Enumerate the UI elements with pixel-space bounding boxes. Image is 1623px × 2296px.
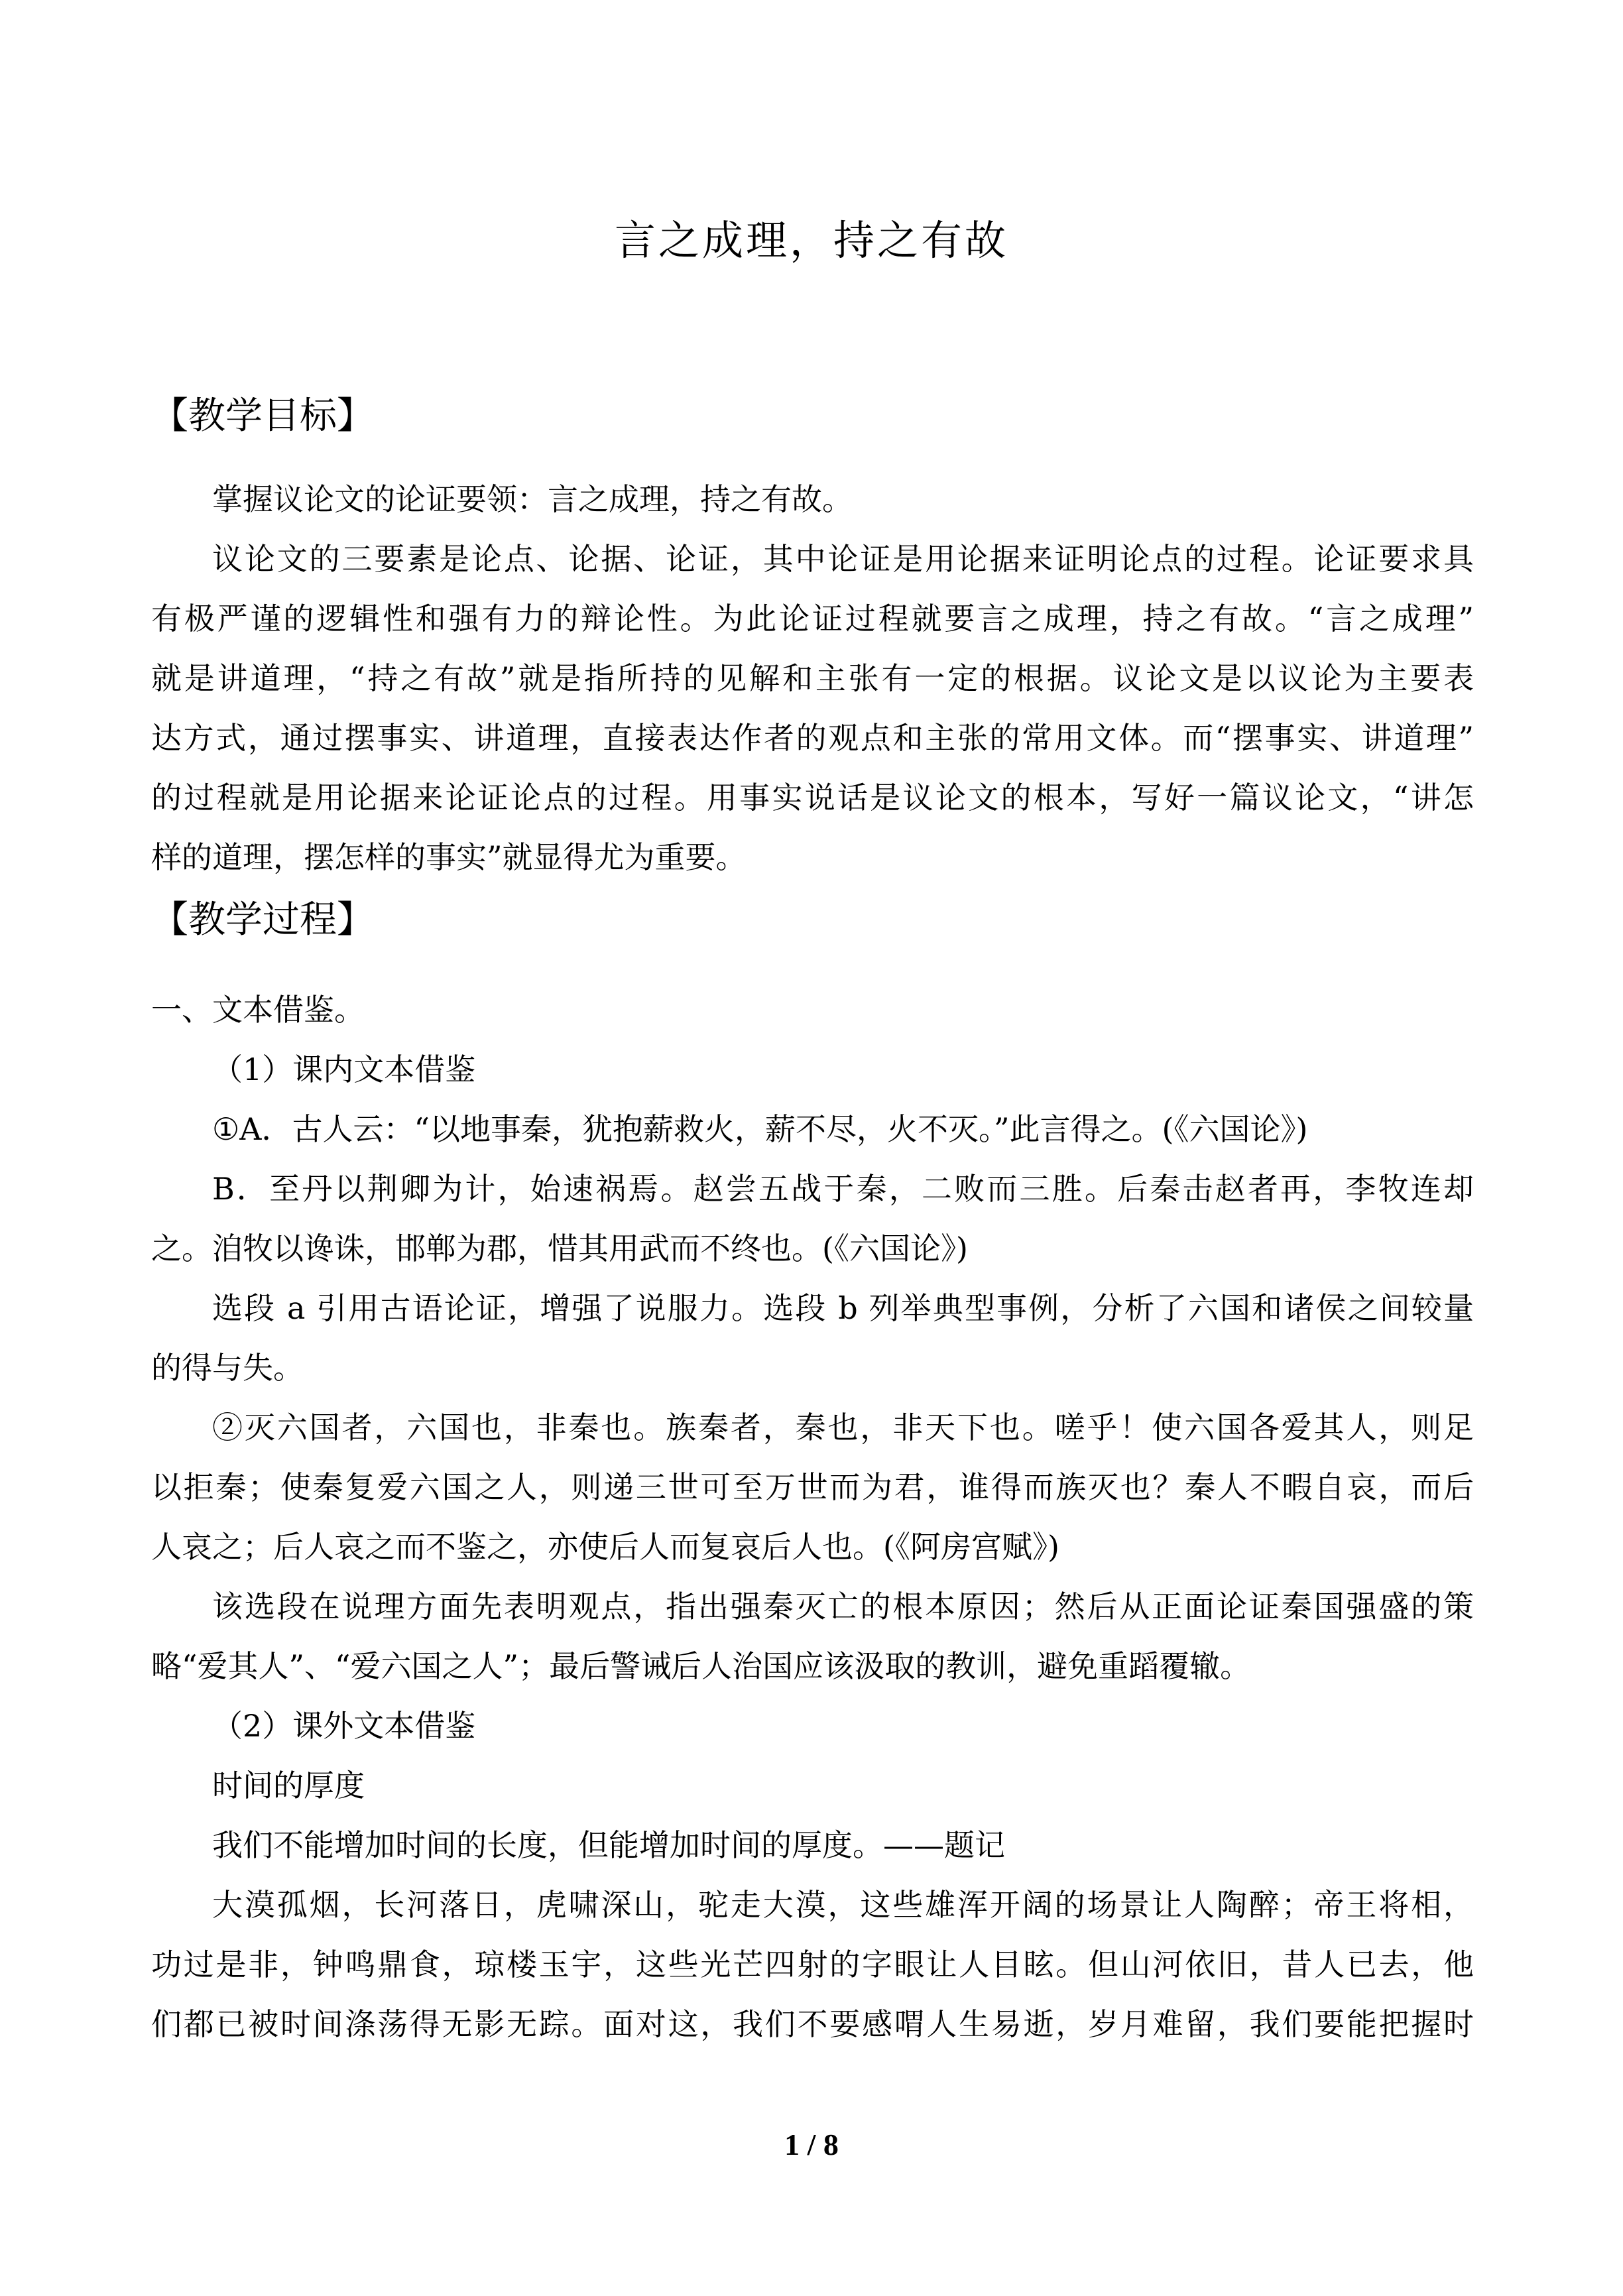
item1b-line: 之。洎牧以谗诛，邯郸为郡，惜其用武而不终也。(《六国论》): [151, 1231, 968, 1266]
process-heading: 【教学过程】: [151, 898, 374, 941]
objectives-paragraph-line: 样的道理，摆怎样的事实”就显得尤为重要。: [151, 839, 747, 875]
comment1-line: 的得与失。: [151, 1350, 304, 1386]
essay-paragraph-line: 大漠孤烟，长河落日，虎啸深山，驼走大漠，这些雄浑开阔的场景让人陶醉；帝王将相，: [212, 1887, 1474, 1923]
essay-paragraph-line: 们都已被时间涤荡得无影无踪。面对这，我们不要感喟人生易逝，岁月难留，我们要能把握时: [151, 2006, 1474, 2042]
essay-title: 时间的厚度: [212, 1768, 365, 1803]
objectives-intro: 掌握议论文的论证要领：言之成理，持之有故。: [212, 481, 853, 517]
item2-line: 以拒秦；使秦复爱六国之人，则递三世可至万世而为君，谁得而族灭也？秦人不暇自哀，而后: [151, 1469, 1474, 1505]
item1b-line: B．至丹以荆卿为计，始速祸焉。赵尝五战于秦，二败而三胜。后秦击赵者再，李牧连却: [212, 1171, 1474, 1207]
objectives-heading: 【教学目标】: [151, 394, 374, 438]
page-number: 1 / 8: [784, 2128, 839, 2161]
objectives-paragraph-line: 的过程就是用论据来论证论点的过程。用事实说话是议论文的根本，写好一篇议论文，“讲怎: [151, 780, 1474, 816]
objectives-paragraph-line: 有极严谨的逻辑性和强有力的辩论性。为此论证过程就要言之成理，持之有故。“言之成理”: [151, 601, 1474, 636]
comment2-line: 该选段在说理方面先表明观点，指出强秦灭亡的根本原因；然后从正面论证秦国强盛的策: [212, 1589, 1474, 1624]
objectives-paragraph-line: 议论文的三要素是论点、论据、论证，其中论证是用论据来证明论点的过程。论证要求具: [212, 541, 1474, 577]
item2-line: 人哀之；后人哀之而不鉴之，亦使后人而复哀后人也。(《阿房宫赋》): [151, 1529, 1059, 1565]
item2-line: ②灭六国者，六国也，非秦也。族秦者，秦也，非天下也。嗟乎！使六国各爱其人，则足: [212, 1410, 1474, 1445]
essay-paragraph-line: 功过是非，钟鸣鼎食，琼楼玉宇，这些光芒四射的字眼让人目眩。但山河依旧，昔人已去，他: [151, 1947, 1474, 1982]
item1a-text: ①A．古人云：“以地事秦，犹抱薪救火，薪不尽，火不灭。”此言得之。(《六国论》): [212, 1111, 1308, 1147]
document-title: 言之成理，持之有故: [614, 216, 1008, 265]
objectives-paragraph-line: 就是讲道理，“持之有故”就是指所持的见解和主张有一定的根据。议论文是以议论为主要表: [151, 660, 1474, 696]
comment1-line: 选段 a 引用古语论证，增强了说服力。选段 b 列举典型事例，分析了六国和诸侯之间较量: [212, 1290, 1474, 1326]
sub2-title: （2）课外文本借鉴: [212, 1708, 476, 1744]
sub1-title: （1）课内文本借鉴: [212, 1052, 476, 1087]
comment2-line: 略“爱其人”、“爱六国之人”；最后警诫后人治国应该汲取的教训，避免重蹈覆辙。: [151, 1648, 1251, 1684]
part1-title: 一、文本借鉴。: [151, 992, 365, 1028]
essay-epigraph: 我们不能增加时间的长度，但能增加时间的厚度。——题记: [212, 1827, 1005, 1863]
objectives-paragraph-line: 达方式，通过摆事实、讲道理，直接表达作者的观点和主张的常用文体。而“摆事实、讲道理”: [151, 720, 1474, 756]
